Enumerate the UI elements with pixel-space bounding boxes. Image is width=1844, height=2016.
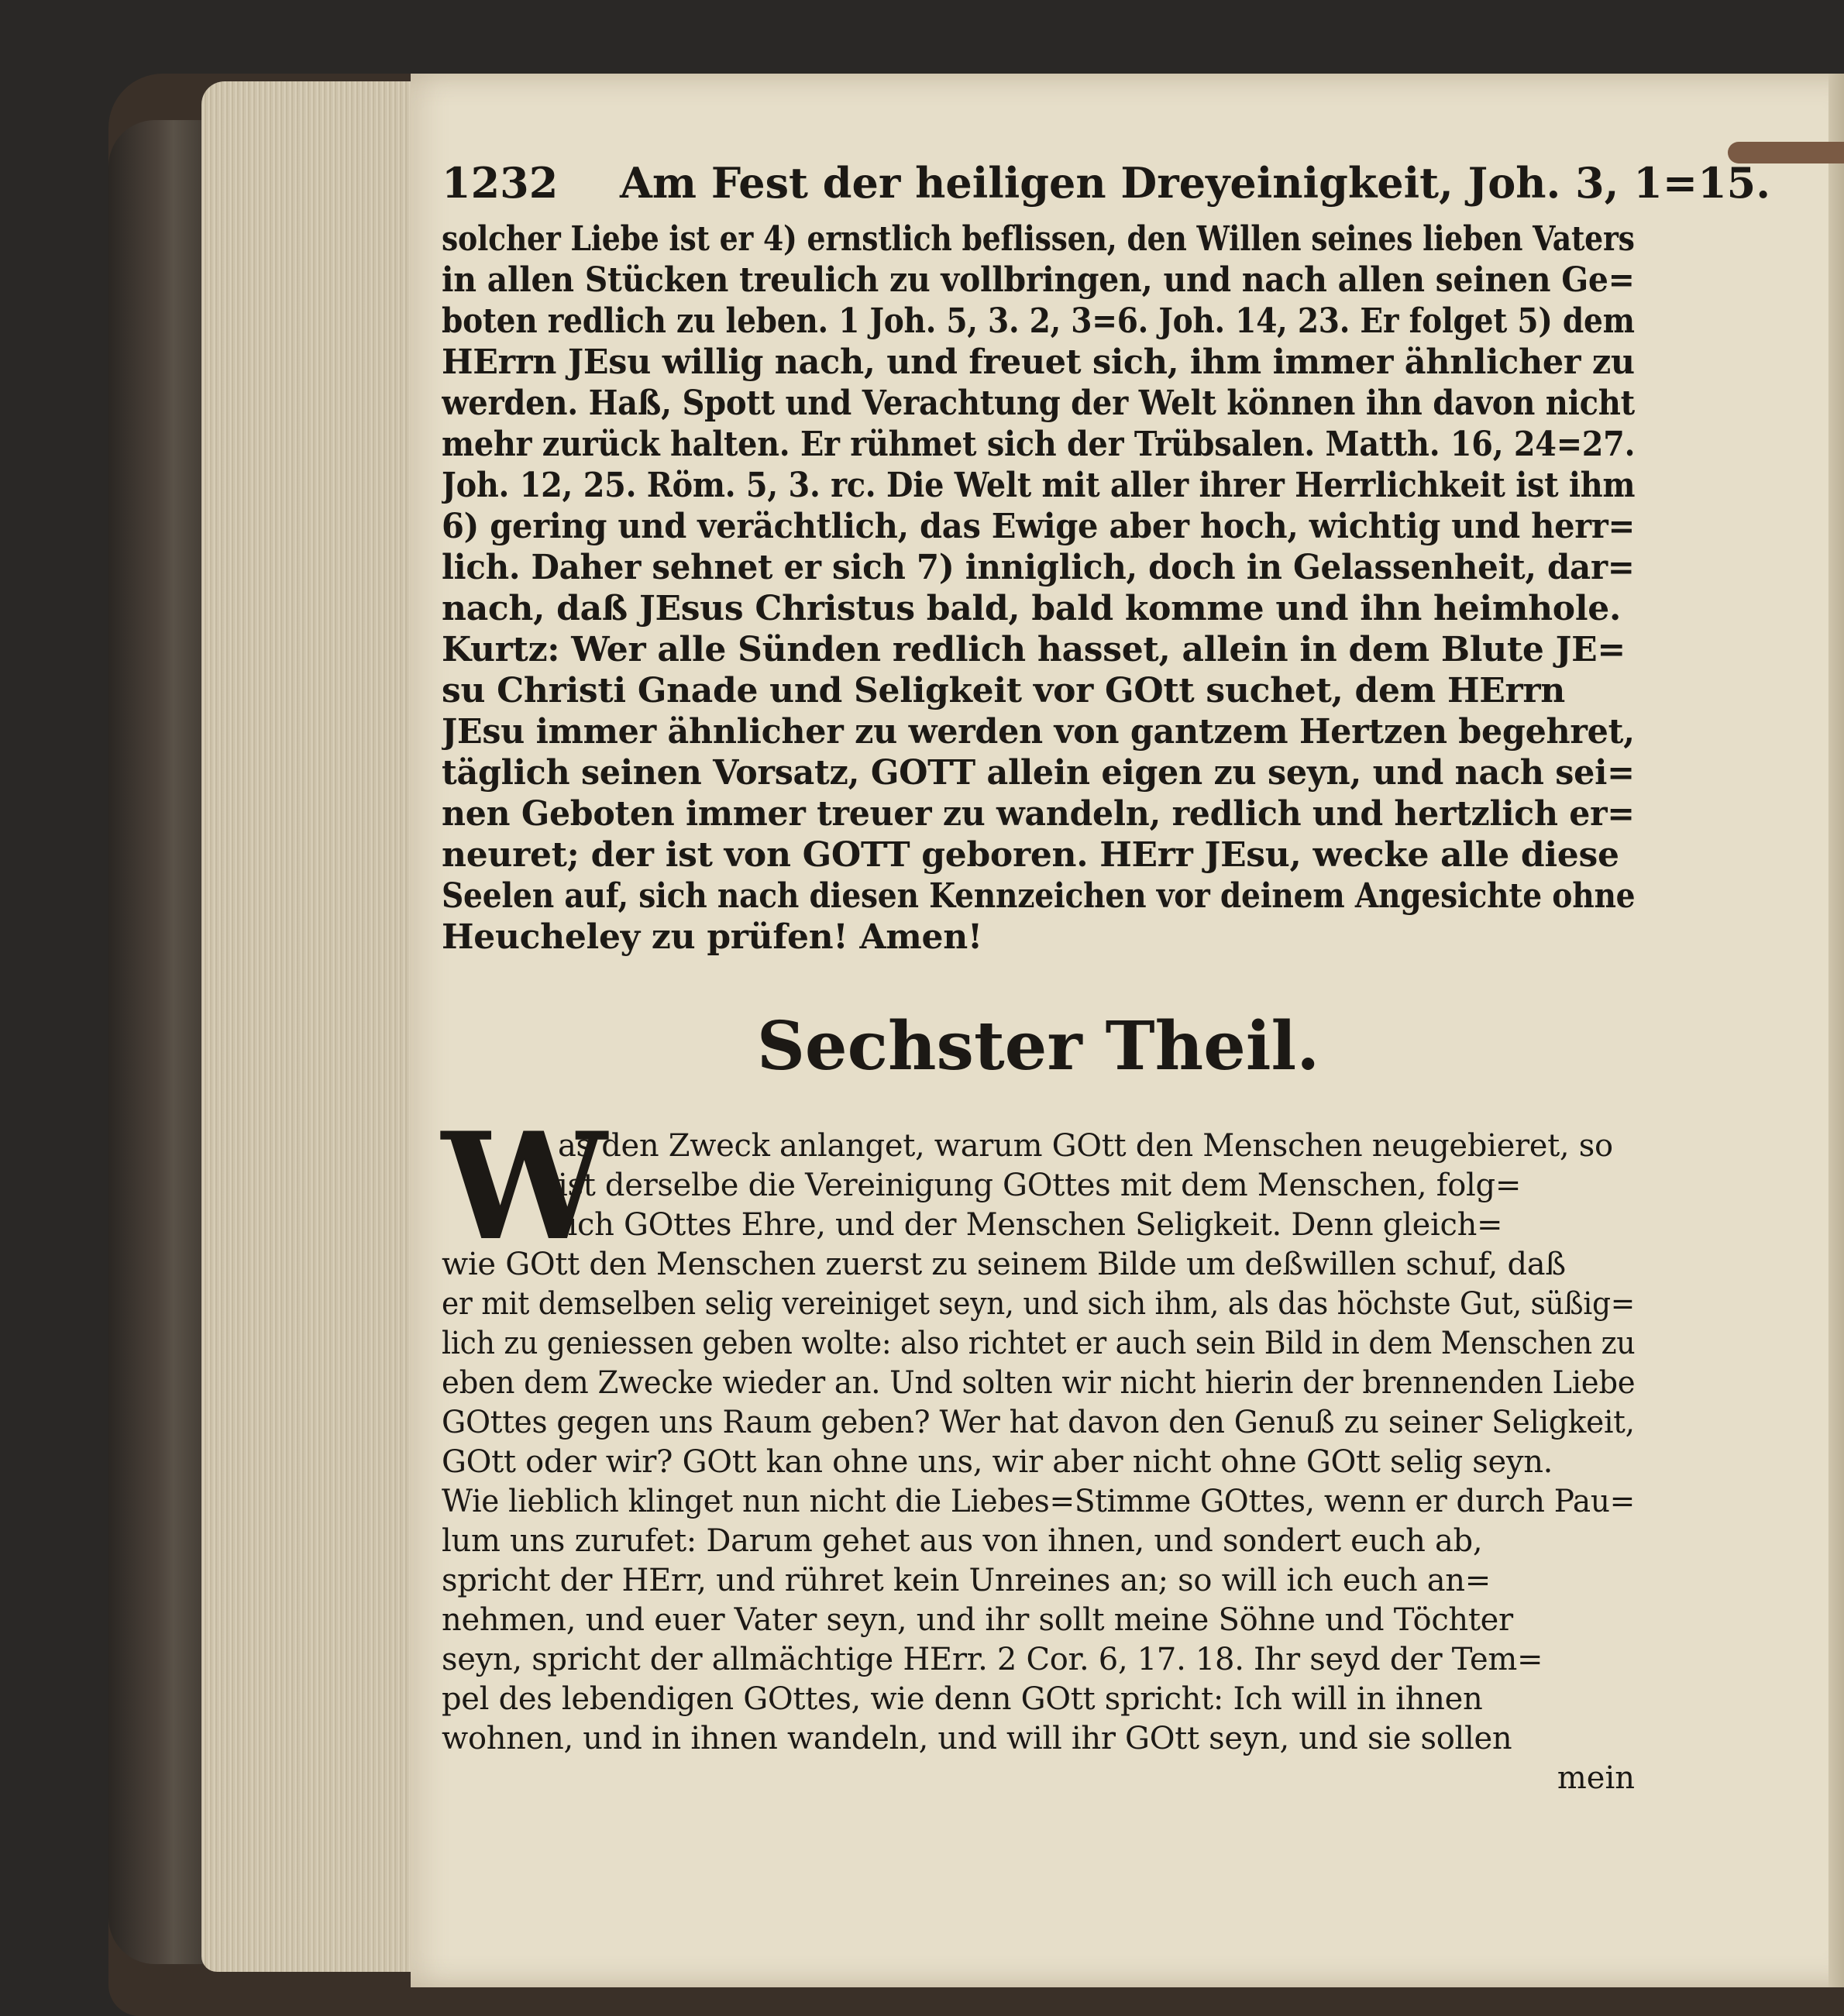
text-line: spricht der HErr, und rühret kein Unreines an; so will ich euch an= — [442, 1563, 1491, 1598]
text-line: lich zu geniessen geben wolte: also richtet er auch sein Bild in dem Menschen zu — [442, 1326, 1635, 1361]
text-line: Wie lieblich klinget nun nicht die Liebes=Stimme GOttes, wenn er durch Pau= — [442, 1484, 1635, 1519]
text-line: su Christi Gnade und Seligkeit vor GOtt suchet, dem HErrn — [442, 671, 1565, 710]
text-line: nen Geboten immer treuer zu wandeln, redlich und hertzlich er= — [442, 794, 1635, 834]
text-line: JEsu immer ähnlicher zu werden von gantzem Hertzen begehret, — [442, 712, 1635, 752]
paragraph-2 — [442, 1100, 1635, 1759]
catchword: mein — [1557, 1760, 1635, 1796]
text-line: wohnen, und in ihnen wandeln, und will ihr GOtt seyn, und sie sollen — [442, 1721, 1512, 1756]
text-line: boten redlich zu leben. 1 Joh. 5, 3. 2, 3=6. Joh. 14, 23. Er folget 5) dem — [442, 301, 1635, 341]
text-line: mehr zurück halten. Er rühmet sich der Trübsalen. Matth. 16, 24=27. — [442, 425, 1635, 464]
drop-cap: W — [442, 1100, 607, 1273]
text-line: 6) gering und verächtlich, das Ewige aber hoch, wichtig und herr= — [442, 507, 1635, 546]
text-line: ist derselbe die Vereinigung GOttes mit dem Menschen, folg= — [558, 1168, 1522, 1203]
text-line: Kurtz: Wer alle Sünden redlich hasset, allein in dem Blute JE= — [442, 630, 1626, 669]
text-line: GOtt oder wir? GOtt kan ohne uns, wir aber nicht ohne GOtt selig seyn. — [442, 1444, 1553, 1480]
text-line: Seelen auf, sich nach diesen Kennzeichen vor deinem Angesichte ohne — [442, 876, 1635, 916]
book-spine — [108, 120, 217, 1964]
text-line: as den Zweck anlanget, warum GOtt den Menschen neugebieret, so — [558, 1128, 1613, 1164]
text-line: Joh. 12, 25. Röm. 5, 3. rc. Die Welt mit aller ihrer Herrlichkeit ist ihm — [442, 466, 1635, 505]
text-line: lich. Daher sehnet er sich 7) inniglich, doch in Gelassenheit, dar= — [442, 548, 1635, 587]
text-line: wie GOtt den Menschen zuerst zu seinem Bilde um deßwillen schuf, daß — [442, 1247, 1566, 1282]
text-line: HErrn JEsu willig nach, und freuet sich, ihm immer ähnlicher zu — [442, 342, 1635, 382]
page-number: 1232 — [442, 158, 559, 208]
running-title: Am Fest der heiligen Dreyeinigkeit, Joh. 3, 1=15. — [620, 158, 1771, 208]
text-line: GOttes gegen uns Raum geben? Wer hat davon den Genuß zu seiner Seligkeit, — [442, 1405, 1635, 1440]
text-line: Heucheley zu prüfen! Amen! — [442, 917, 982, 957]
text-line: eben dem Zwecke wieder an. Und solten wir nicht hierin der brennenden Liebe — [442, 1365, 1635, 1401]
page-edges — [201, 81, 411, 1972]
section-heading: Sechster Theil. — [756, 1007, 1320, 1085]
gutter — [1829, 74, 1844, 1987]
text-line: täglich seinen Vorsatz, GOTT allein eigen zu seyn, und nach sei= — [442, 753, 1635, 793]
text-line: in allen Stücken treulich zu vollbringen, und nach allen seinen Ge= — [442, 260, 1635, 300]
text-line: seyn, spricht der allmächtige HErr. 2 Cor. 6, 17. 18. Ihr seyd der Tem= — [442, 1642, 1543, 1677]
text-line: werden. Haß, Spott und Verachtung der Welt können ihn davon nicht — [442, 384, 1635, 423]
text-line: nach, daß JEsus Christus bald, bald komme und ihn heimhole. — [442, 589, 1621, 628]
text-block — [442, 147, 1771, 1798]
text-line: pel des lebendigen GOttes, wie denn GOtt spricht: Ich will in ihnen — [442, 1681, 1483, 1717]
text-line: neuret; der ist von GOTT geboren. HErr JEsu, wecke alle diese — [442, 835, 1619, 875]
text-line: solcher Liebe ist er 4) ernstlich beflissen, den Willen seines lieben Vaters — [442, 219, 1635, 259]
text-line: lum uns zurufet: Darum gehet aus von ihnen, und sondert euch ab, — [442, 1523, 1483, 1559]
text-line: nehmen, und euer Vater seyn, und ihr sollt meine Söhne und Töchter — [442, 1602, 1513, 1638]
running-head — [442, 147, 1771, 218]
text-line: lich GOttes Ehre, und der Menschen Seligkeit. Denn gleich= — [558, 1207, 1503, 1243]
paragraph-1 — [442, 218, 1635, 958]
text-line: er mit demselben selig vereiniget seyn, und sich ihm, als das höchste Gut, süßig= — [442, 1286, 1635, 1322]
